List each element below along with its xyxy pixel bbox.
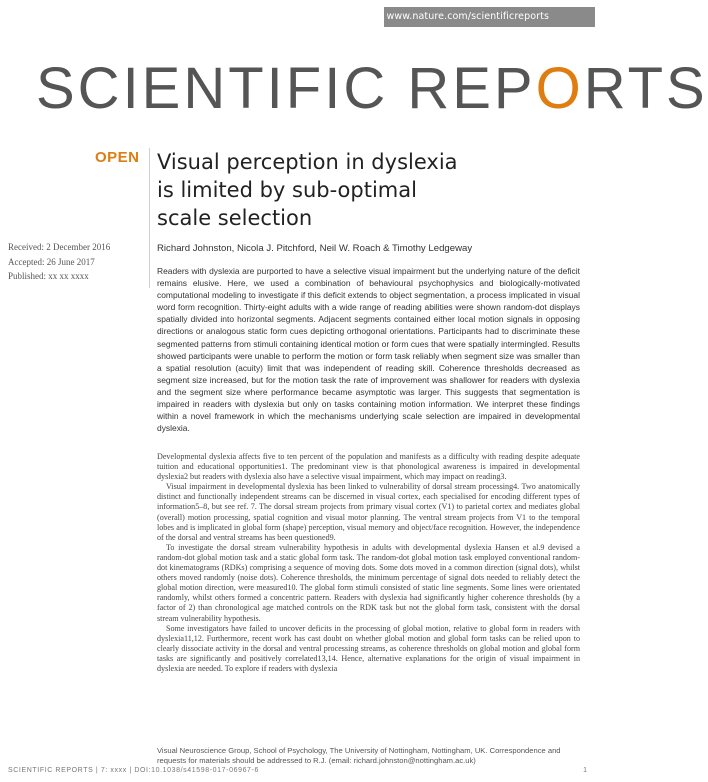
journal-logo (36, 56, 708, 121)
page-number: 1 (583, 767, 587, 774)
article-dates (8, 240, 110, 284)
affiliation-note: Visual Neuroscience Group, School of Psychology, The University of Nottingham, Nottingham, UK. Correspondence and requests for materials should be addressed to R.J. (email: richard.johnston@nottingham.ac.uk) (157, 746, 561, 765)
body-text (157, 452, 580, 674)
paragraph: Visual impairment in developmental dyslexia has been linked to vulnerability of dorsal stream processing4. Two anatomically distinct and functionally independent streams can be discerned in visual cortex, each specialised for encoding different types of information5–8, but see ref. 7. The dorsal stream projects from primary visual cortex (V1) to parietal cortex and mediates global (overall) motion processing, spatial cognition and visual motor planning. The ventral stream projects from V1 to the temporal lobes and is implicated in global form (shape) perception, visual memory and object/face recognition. However, the independence of the dorsal and ventral streams has been questioned9. (157, 482, 580, 542)
paragraph: Developmental dyslexia affects five to ten percent of the population and manifests as a difficulty with reading despite adequate tuition and educational opportunities1. The predominant view is that phonological awareness is impaired in developmental dyslexia2 but readers with dyslexia also have a selective visual impairment, which may impact on reading3. (157, 452, 580, 482)
paragraph: To investigate the dorsal stream vulnerability hypothesis in adults with developmental dyslexia Hansen et al.9 devised a random-dot global motion task and a static global form task. The random-dot global motion task employed conventional random-dot kinematograms (RDKs) comprising a sequence of moving dots. Some dots moved in a common direction (signal dots), whilst others moved randomly (noise dots). Coherence thresholds, the minimum percentage of signal dots needed to reliably detect the global motion direction, were measured10. The global form stimuli consisted of static line segments. Some lines were orientated randomly, whilst others formed a concentric pattern. Readers with dyslexia had significantly higher coherence thresholds (by a factor of 2) than chronological age matched controls on the RDK task but not the global form task, consistent with the dorsal stream vulnerability hypothesis. (157, 542, 580, 623)
abstract: Readers with dyslexia are purported to have a selective visual impairment but the underlying nature of the deficit remains elusive. Here, we used a combination of behavioural psychophysics and biologically-motivated computational modeling to investigate if this deficit extends to object segmentation, a process implicated in visual word form recognition. Thirty-eight adults with a wide range of reading abilities were shown random-dot displays spatially divided into horizontal segments. Adjacent segments contained either local motion signals in opposing directions or analogous static form cues depicting orthogonal orientations. Participants had to discriminate these segmented patterns from stimuli containing identical motion or form cues that were spatially intermingled. Results showed participants were unable to perform the motion or form task reliably when segment size was smaller than a spatial resolution (acuity) limit that was independent of reading skill. Coherence thresholds decreased as segment size increased, but for the motion task the rate of improvement was shallower for readers with dyslexia and the segment size where performance became asymptotic was larger. This suggests that segmentation is impaired in readers with dyslexia but only on tasks containing motion information. We interpret these findings within a novel framework in which the mechanisms underlying scale selection are impaired in developmental dyslexia. (157, 266, 580, 434)
journal-url[interactable]: www.nature.com/scientificreports (386, 11, 549, 22)
page-footer (8, 767, 587, 779)
author-list: Richard Johnston, Nicola J. Pitchford, Neil W. Roach & Timothy Ledgeway (157, 243, 473, 254)
footer-citation: SCIENTIFIC REPORTS | 7: xxxx | DOI:10.1038/s41598-017-06967-6 (8, 767, 259, 774)
divider (149, 148, 150, 288)
journal-logo-part1: SCIENTIFIC REP (36, 56, 536, 121)
published-date: Published: xx xx xxxx (8, 271, 89, 281)
received-date: Received: 2 December 2016 (8, 242, 111, 252)
journal-logo-part2: RTS (583, 56, 708, 121)
journal-url-bar (384, 7, 595, 27)
accepted-date: Accepted: 26 June 2017 (8, 256, 95, 267)
article-title: Visual perception in dyslexia is limited by sub-optimal scale selection (157, 150, 458, 230)
paragraph: Some investigators have failed to uncover deficits in the processing of global motion, relative to global form in readers with dyslexia11,12. Furthermore, recent work has cast doubt on whether global motion and global form tasks can be relied upon to clearly dissociate activity in the dorsal and ventral processing streams, as coherence thresholds on global motion and global form tasks are significantly and positively correlated13,14. Hence, alternative explanations for the origin of visual impairment in dyslexia are needed. To explore if readers with dyslexia (157, 623, 580, 673)
journal-logo-o: O (535, 56, 584, 121)
open-access-label: OPEN (95, 149, 140, 166)
